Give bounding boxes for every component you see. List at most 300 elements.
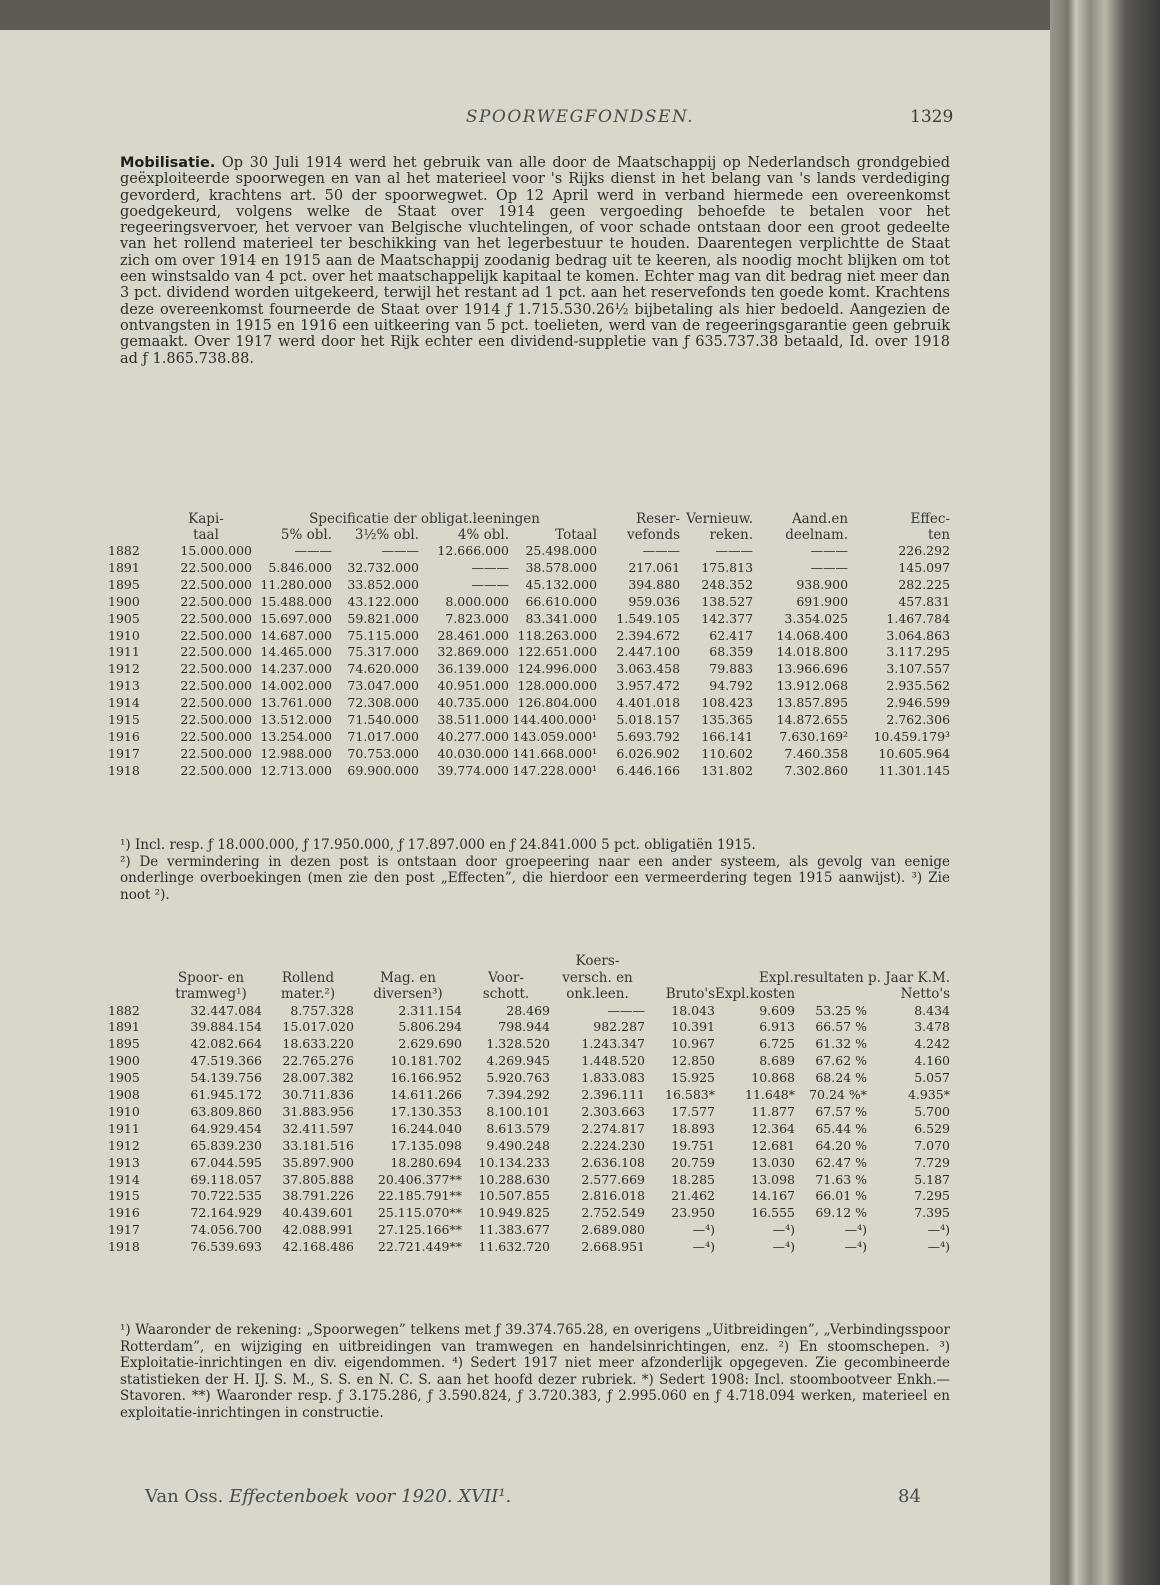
assets-cell: 2.577.669 — [581, 1171, 645, 1187]
capital-year: 1905 — [108, 610, 140, 626]
assets-cell: 4.242 — [914, 1036, 950, 1052]
assets-cell: 72.164.929 — [190, 1205, 262, 1221]
assets-cell: 28.469 — [506, 1002, 550, 1018]
capital-cell: 14.237.000 — [260, 661, 332, 677]
capital-cell: 145.097 — [898, 559, 951, 575]
table-row — [108, 1138, 950, 1155]
assets-cell: 2.752.549 — [581, 1205, 645, 1221]
capital-cell: 22.500.000 — [180, 745, 252, 761]
table-row — [108, 1003, 950, 1020]
assets-cell: 61.32 % — [815, 1036, 867, 1052]
capital-cell: 14.002.000 — [260, 678, 332, 694]
capital-cell: 118.263.000 — [517, 627, 598, 643]
header-kapitaal: Kapi- — [188, 511, 224, 527]
assets-cell: 8.434 — [914, 1002, 950, 1018]
capital-subheader-cell: deelnam. — [785, 527, 849, 543]
capital-cell: 175.813 — [701, 559, 754, 575]
capital-cell: 144.400.000¹ — [512, 712, 598, 728]
capital-cell: 66.610.000 — [525, 593, 598, 609]
assets-subheader-cell: schott. — [482, 986, 530, 1002]
assets-cell: 18.893 — [671, 1120, 715, 1136]
capital-cell: 6.026.902 — [616, 745, 681, 761]
capital-cell: 38.578.000 — [525, 559, 598, 575]
table-row — [108, 1205, 950, 1222]
assets-cell: 3.478 — [914, 1019, 950, 1035]
capital-table-footnotes — [120, 837, 950, 903]
assets-cell: 12.681 — [751, 1137, 795, 1153]
capital-cell: 135.365 — [701, 712, 754, 728]
capital-cell: ——— — [810, 543, 849, 558]
assets-cell: 18.633.220 — [282, 1036, 354, 1052]
assets-cell: 18.285 — [671, 1171, 715, 1187]
assets-cell: 5.057 — [914, 1070, 950, 1086]
assets-cell: 22.721.449** — [377, 1239, 462, 1255]
assets-cell: 5.700 — [914, 1103, 950, 1119]
capital-year: 1917 — [108, 745, 140, 761]
assets-cell: 65.839.230 — [190, 1137, 262, 1153]
capital-cell: 3.957.472 — [616, 678, 681, 694]
capital-cell: 691.900 — [796, 593, 849, 609]
assets-cell: 10.949.825 — [478, 1205, 550, 1221]
header-versch: versch. en — [562, 969, 633, 986]
assets-subheader-cell: tramweg¹) — [175, 986, 247, 1002]
capital-cell: 40.735.000 — [437, 695, 509, 711]
assets-cell: 17.130.353 — [390, 1103, 462, 1119]
capital-cell: 72.308.000 — [347, 695, 419, 711]
capital-cell: 22.500.000 — [180, 661, 252, 677]
capital-cell: 71.017.000 — [347, 728, 419, 744]
assets-cell: 5.187 — [914, 1171, 950, 1187]
assets-cell: 53.25 % — [815, 1002, 867, 1018]
assets-cell: 7.394.292 — [486, 1087, 550, 1103]
capital-cell: 1.549.105 — [616, 610, 681, 626]
assets-cell: 1.833.083 — [581, 1070, 645, 1086]
capital-cell: 59.821.000 — [347, 610, 419, 626]
assets-cell: 70.722.535 — [190, 1188, 262, 1204]
assets-cell: 69.118.057 — [190, 1171, 262, 1187]
capital-cell: 217.061 — [628, 559, 681, 575]
capital-subheader-cell: 3½% obl. — [354, 527, 419, 543]
assets-year: 1910 — [108, 1103, 140, 1119]
footnote: ¹) Incl. resp. ƒ 18.000.000, ƒ 17.950.000, ƒ 17.897.000 en ƒ 24.841.000 5 pct. obligatiën 1915. — [120, 837, 756, 853]
capital-cell: ——— — [471, 559, 509, 575]
assets-cell: 7.729 — [914, 1154, 950, 1170]
assets-cell: —⁴) — [772, 1222, 795, 1238]
capital-subheader-cell: taal — [193, 527, 219, 543]
assets-cell: 7.295 — [914, 1188, 950, 1204]
capital-cell: 12.988.000 — [260, 745, 332, 761]
assets-cell: 65.44 % — [815, 1120, 867, 1136]
capital-cell: 108.423 — [701, 695, 754, 711]
capital-cell: 4.401.018 — [616, 695, 681, 711]
capital-cell: 22.500.000 — [180, 644, 252, 660]
table-row — [108, 1172, 950, 1189]
capital-cell: 70.753.000 — [347, 745, 419, 761]
capital-cell: 131.802 — [701, 762, 754, 778]
assets-cell: 27.125.166** — [377, 1222, 462, 1238]
capital-cell: 457.831 — [898, 593, 951, 609]
capital-cell: 40.277.000 — [437, 728, 509, 744]
capital-cell: 5.846.000 — [268, 559, 332, 575]
capital-cell: 2.946.599 — [886, 695, 951, 711]
assets-cell: 2.668.951 — [581, 1239, 645, 1255]
assets-subheader-cell: Expl.kosten — [715, 986, 796, 1002]
capital-cell: 36.139.000 — [437, 661, 509, 677]
assets-subheader-cell: mater.²) — [280, 986, 336, 1002]
table-row — [108, 1104, 950, 1121]
assets-cell: 798.944 — [498, 1019, 550, 1035]
header-mag: Mag. en — [380, 969, 436, 986]
capital-cell: 7.460.358 — [784, 745, 849, 761]
capital-cell: 142.377 — [701, 610, 754, 626]
assets-year: 1908 — [108, 1087, 140, 1103]
capital-cell: ——— — [642, 543, 681, 558]
assets-cell: 32.447.084 — [190, 1002, 262, 1018]
table-row — [108, 628, 950, 645]
capital-cell: 2.762.306 — [886, 712, 951, 728]
capital-cell: 2.394.672 — [616, 627, 681, 643]
assets-cell: 17.135.098 — [390, 1137, 462, 1153]
capital-cell: 3.117.295 — [886, 644, 951, 660]
capital-cell: 74.620.000 — [347, 661, 419, 677]
capital-table-header-row — [108, 511, 950, 527]
capital-cell: 43.122.000 — [347, 593, 419, 609]
capital-cell: 248.352 — [701, 576, 754, 592]
capital-subheader-cell: 5% obl. — [280, 527, 332, 543]
table-row — [108, 729, 950, 746]
assets-cell: 6.725 — [759, 1036, 795, 1052]
assets-cell: 10.288.630 — [478, 1171, 550, 1187]
capital-cell: 147.228.000¹ — [512, 762, 598, 778]
assets-cell: 66.57 % — [815, 1019, 867, 1035]
capital-cell: 14.018.800 — [776, 644, 849, 660]
capital-cell: 14.465.000 — [260, 644, 332, 660]
assets-cell: —⁴) — [844, 1222, 867, 1238]
assets-cell: 42.168.486 — [282, 1239, 354, 1255]
assets-cell: 6.529 — [914, 1120, 950, 1136]
assets-cell: 54.139.756 — [190, 1070, 262, 1086]
capital-year: 1910 — [108, 627, 140, 643]
assets-cell: 12.364 — [751, 1120, 795, 1136]
footer-publisher: Van Oss. — [145, 1486, 224, 1507]
assets-cell: 67.62 % — [815, 1053, 867, 1069]
assets-cell: 10.967 — [671, 1036, 715, 1052]
capital-cell: 13.512.000 — [260, 712, 332, 728]
capital-year: 1916 — [108, 728, 140, 744]
assets-cell: 8.613.579 — [486, 1120, 550, 1136]
capital-cell: 7.302.860 — [784, 762, 849, 778]
capital-cell: 14.687.000 — [260, 627, 332, 643]
capital-cell: 33.852.000 — [347, 576, 419, 592]
assets-cell: 74.056.700 — [190, 1222, 262, 1238]
assets-year: 1895 — [108, 1036, 140, 1052]
assets-cell: 982.287 — [593, 1019, 645, 1035]
assets-cell: 18.043 — [671, 1002, 715, 1018]
assets-cell: 2.629.690 — [398, 1036, 462, 1052]
table-row — [108, 763, 950, 780]
capital-subheader-cell: 4% obl. — [457, 527, 509, 543]
capital-cell: 22.500.000 — [180, 576, 252, 592]
assets-cell: 18.280.694 — [390, 1154, 462, 1170]
assets-cell: 13.098 — [751, 1171, 795, 1187]
capital-subheader-cell — [108, 527, 160, 543]
capital-cell: 28.461.000 — [437, 627, 509, 643]
capital-cell: 282.225 — [898, 576, 951, 592]
capital-subheader-cell: vefonds — [627, 527, 681, 543]
assets-cell: 13.030 — [751, 1154, 795, 1170]
header-vernieuw: Vernieuw. — [686, 511, 754, 527]
capital-cell: 10.459.179³ — [873, 728, 951, 744]
assets-cell: 14.167 — [751, 1188, 795, 1204]
assets-subheader-cell: onk.leen. — [566, 986, 629, 1002]
assets-cell: 4.269.945 — [486, 1053, 550, 1069]
capital-cell: 7.630.169² — [779, 728, 849, 744]
assets-year: 1915 — [108, 1188, 140, 1204]
capital-cell: 83.341.000 — [525, 610, 598, 626]
assets-cell: 38.791.226 — [282, 1188, 354, 1204]
assets-year: 1911 — [108, 1120, 140, 1136]
capital-cell: 110.602 — [701, 745, 754, 761]
assets-cell: —⁴) — [927, 1239, 950, 1255]
capital-cell: 141.668.000¹ — [512, 745, 598, 761]
assets-cell: 15.017.020 — [282, 1019, 354, 1035]
scan-top-strip — [0, 0, 1050, 30]
assets-cell: 2.311.154 — [398, 1002, 462, 1018]
capital-cell: 12.666.000 — [437, 543, 509, 558]
capital-cell: 75.115.000 — [347, 627, 419, 643]
capital-cell: 12.713.000 — [260, 762, 332, 778]
capital-cell: 3.354.025 — [784, 610, 849, 626]
table-row — [108, 577, 950, 594]
header-expl: Expl.resultaten p. Jaar K.M. — [759, 969, 950, 986]
assets-cell: 5.920.763 — [486, 1070, 550, 1086]
header-effecten: Effec- — [910, 511, 951, 527]
capital-cell: 75.317.000 — [347, 644, 419, 660]
capital-cell: 143.059.000¹ — [512, 728, 598, 744]
running-head: SPOORWEGFONDSEN. — [465, 107, 695, 127]
capital-cell: 3.063.458 — [616, 661, 681, 677]
capital-cell: 32.869.000 — [437, 644, 509, 660]
capital-cell: 39.774.000 — [437, 762, 509, 778]
page-number: 1329 — [910, 107, 954, 127]
assets-cell: 17.577 — [671, 1103, 715, 1119]
capital-cell: 128.000.000 — [517, 678, 598, 694]
capital-cell: 22.500.000 — [180, 559, 252, 575]
assets-cell: 4.160 — [914, 1053, 950, 1069]
capital-cell: 22.500.000 — [180, 678, 252, 694]
capital-cell: 138.527 — [701, 593, 754, 609]
capital-cell: 122.651.000 — [517, 644, 598, 660]
assets-table-header-row — [108, 953, 950, 970]
assets-cell: ——— — [607, 1002, 645, 1018]
assets-cell: 1.448.520 — [581, 1053, 645, 1069]
assets-cell: 47.519.366 — [190, 1053, 262, 1069]
body-paragraph — [120, 155, 950, 367]
assets-subheader-cell — [795, 986, 867, 1003]
assets-cell: 61.945.172 — [190, 1087, 262, 1103]
assets-year: 1900 — [108, 1053, 140, 1069]
capital-year: 1895 — [108, 576, 140, 592]
capital-cell: 1.467.784 — [886, 610, 951, 626]
assets-cell: 10.391 — [671, 1019, 715, 1035]
assets-year: 1913 — [108, 1154, 140, 1170]
capital-cell: 166.141 — [701, 728, 754, 744]
assets-cell: 31.883.956 — [282, 1103, 354, 1119]
capital-cell: 124.996.000 — [517, 661, 598, 677]
capital-cell: 8.000.000 — [445, 593, 509, 609]
capital-cell: 226.292 — [898, 543, 951, 558]
assets-cell: 4.935* — [907, 1087, 950, 1103]
capital-cell: 13.857.895 — [776, 695, 849, 711]
capital-cell: 5.018.157 — [616, 712, 681, 728]
assets-cell: 8.757.328 — [290, 1002, 354, 1018]
capital-cell: 14.068.400 — [776, 627, 849, 643]
capital-cell: 45.132.000 — [525, 576, 598, 592]
capital-subheader-cell: Totaal — [555, 527, 598, 543]
table-row — [108, 712, 950, 729]
assets-cell: 11.383.677 — [478, 1222, 550, 1238]
assets-cell: 2.303.663 — [581, 1103, 645, 1119]
header-rollend: Rollend — [281, 969, 335, 986]
assets-cell: 2.274.817 — [581, 1120, 645, 1136]
assets-table-footnotes: ¹) Waaronder de rekening: „Spoorwegen” telkens met ƒ 39.374.765.28, en overigens „Uitbreidingen”, „Verbindingsspoor Rotterdam”, en wijziging en uitbreidingen van tramwegen en handelsinrichtingen, enz. ²) En stoomschepen. ³) Exploitatie-inrichtingen en div. eigendommen. ⁴) Sedert 1917 niet meer afzonderlijk opgegeven. Zie gecombineerde statistieken der H. IJ. S. M., S. S. en N. C. S. aan het hoofd dezer rubriek. *) Sedert 1908: Incl. stoombootveer Enkh.—Stavoren. **) Waaronder resp. ƒ 3.175.286, ƒ 3.590.824, ƒ 3.720.383, ƒ 2.995.060 en ƒ 4.718.094 werken, materieel en exploitatie-inrichtingen in constructie. — [120, 1322, 950, 1421]
capital-cell: 22.500.000 — [180, 610, 252, 626]
assets-cell: 11.877 — [751, 1103, 795, 1119]
table-row — [108, 594, 950, 611]
assets-cell: 10.507.855 — [478, 1188, 550, 1204]
assets-year: 1905 — [108, 1070, 140, 1086]
footer-volume: XVII¹. — [458, 1486, 512, 1507]
assets-cell: 25.115.070** — [377, 1205, 462, 1221]
capital-cell: 15.000.000 — [180, 543, 252, 558]
assets-cell: 42.082.664 — [190, 1036, 262, 1052]
capital-year: 1911 — [108, 644, 140, 660]
table-row — [108, 611, 950, 628]
assets-cell: 40.439.601 — [282, 1205, 354, 1221]
assets-cell: 2.689.080 — [581, 1222, 645, 1238]
assets-year: 1914 — [108, 1171, 140, 1187]
assets-cell: 71.63 % — [815, 1171, 867, 1187]
capital-cell: 22.500.000 — [180, 627, 252, 643]
assets-cell: 2.816.018 — [581, 1188, 645, 1204]
assets-cell: 37.805.888 — [282, 1171, 354, 1187]
assets-cell: 11.648* — [745, 1087, 795, 1103]
assets-cell: 64.20 % — [815, 1137, 867, 1153]
page-footer-signature — [145, 1486, 511, 1507]
capital-cell: ——— — [810, 559, 849, 575]
assets-cell: 14.611.266 — [390, 1087, 462, 1103]
assets-subheader-cell: Netto's — [900, 986, 950, 1002]
header-spoor: Spoor- en — [177, 969, 245, 986]
assets-year: 1917 — [108, 1222, 140, 1238]
assets-cell: 32.411.597 — [282, 1120, 354, 1136]
capital-cell: 938.900 — [796, 576, 849, 592]
assets-cell: 2.396.111 — [581, 1087, 645, 1103]
assets-cell: 15.925 — [671, 1070, 715, 1086]
assets-cell: 63.809.860 — [190, 1103, 262, 1119]
capital-cell: 25.498.000 — [525, 543, 598, 558]
capital-table-body — [108, 543, 950, 780]
capital-cell: 15.697.000 — [260, 610, 332, 626]
table-row — [108, 1087, 950, 1104]
capital-subheader-cell: ten — [927, 527, 951, 543]
assets-cell: 10.868 — [751, 1070, 795, 1086]
capital-cell: ——— — [381, 543, 419, 558]
capital-table-subheader-row — [108, 527, 950, 543]
table-row — [108, 1121, 950, 1138]
table-row — [108, 1070, 950, 1087]
assets-subheader-cell: diversen³) — [373, 986, 443, 1002]
table-row — [108, 1019, 950, 1036]
capital-cell: 71.540.000 — [347, 712, 419, 728]
capital-cell: 22.500.000 — [180, 728, 252, 744]
assets-cell: 1.243.347 — [581, 1036, 645, 1052]
assets-cell: 22.185.791** — [377, 1188, 462, 1204]
assets-cell: 67.57 % — [815, 1103, 867, 1119]
assets-cell: —⁴) — [692, 1239, 715, 1255]
assets-cell: 22.765.276 — [282, 1053, 354, 1069]
assets-cell: 33.181.516 — [282, 1137, 354, 1153]
assets-cell: 1.328.520 — [486, 1036, 550, 1052]
capital-cell: 32.732.000 — [347, 559, 419, 575]
assets-cell: 9.609 — [759, 1002, 795, 1018]
capital-cell: 5.693.792 — [616, 728, 681, 744]
capital-cell: 2.447.100 — [616, 644, 681, 660]
assets-cell: 62.47 % — [815, 1154, 867, 1170]
assets-year: 1918 — [108, 1239, 140, 1255]
capital-cell: 6.446.166 — [616, 762, 681, 778]
capital-cell: 22.500.000 — [180, 712, 252, 728]
assets-cell: 2.224.230 — [581, 1137, 645, 1153]
capital-cell: 10.605.964 — [878, 745, 951, 761]
assets-cell: 21.462 — [671, 1188, 715, 1204]
assets-cell: 16.244.040 — [390, 1120, 462, 1136]
header-koers: Koers- — [575, 953, 620, 969]
assets-cell: 2.636.108 — [581, 1154, 645, 1170]
assets-cell: 39.884.154 — [190, 1019, 262, 1035]
assets-cell: 28.007.382 — [282, 1070, 354, 1086]
capital-cell: 11.280.000 — [260, 576, 332, 592]
assets-cell: 67.044.595 — [190, 1154, 262, 1170]
capital-cell: ——— — [294, 543, 332, 558]
assets-cell: 12.850 — [671, 1053, 715, 1069]
table-row — [108, 560, 950, 577]
capital-cell: 94.792 — [709, 678, 754, 694]
assets-cell: —⁴) — [772, 1239, 795, 1255]
capital-cell: 13.254.000 — [260, 728, 332, 744]
assets-cell: 6.913 — [759, 1019, 795, 1035]
table-row — [108, 543, 950, 560]
assets-cell: 70.24 %* — [809, 1087, 867, 1103]
capital-cell: 2.935.562 — [886, 678, 951, 694]
capital-year: 1913 — [108, 678, 140, 694]
capital-cell: 69.900.000 — [347, 762, 419, 778]
capital-cell: 11.301.145 — [878, 762, 951, 778]
table-row — [108, 678, 950, 695]
assets-cell: 16.166.952 — [390, 1070, 462, 1086]
capital-cell: 68.359 — [709, 644, 754, 660]
assets-cell: 7.070 — [914, 1137, 950, 1153]
assets-cell: 5.806.294 — [398, 1019, 462, 1035]
capital-cell: 394.880 — [628, 576, 681, 592]
assets-cell: 9.490.248 — [486, 1137, 550, 1153]
assets-cell: 10.181.702 — [390, 1053, 462, 1069]
assets-year: 1891 — [108, 1019, 140, 1035]
capital-cell: 3.064.863 — [886, 627, 951, 643]
assets-table-subheader-row — [108, 986, 950, 1003]
table-row — [108, 1188, 950, 1205]
capital-cell: 13.761.000 — [260, 695, 332, 711]
